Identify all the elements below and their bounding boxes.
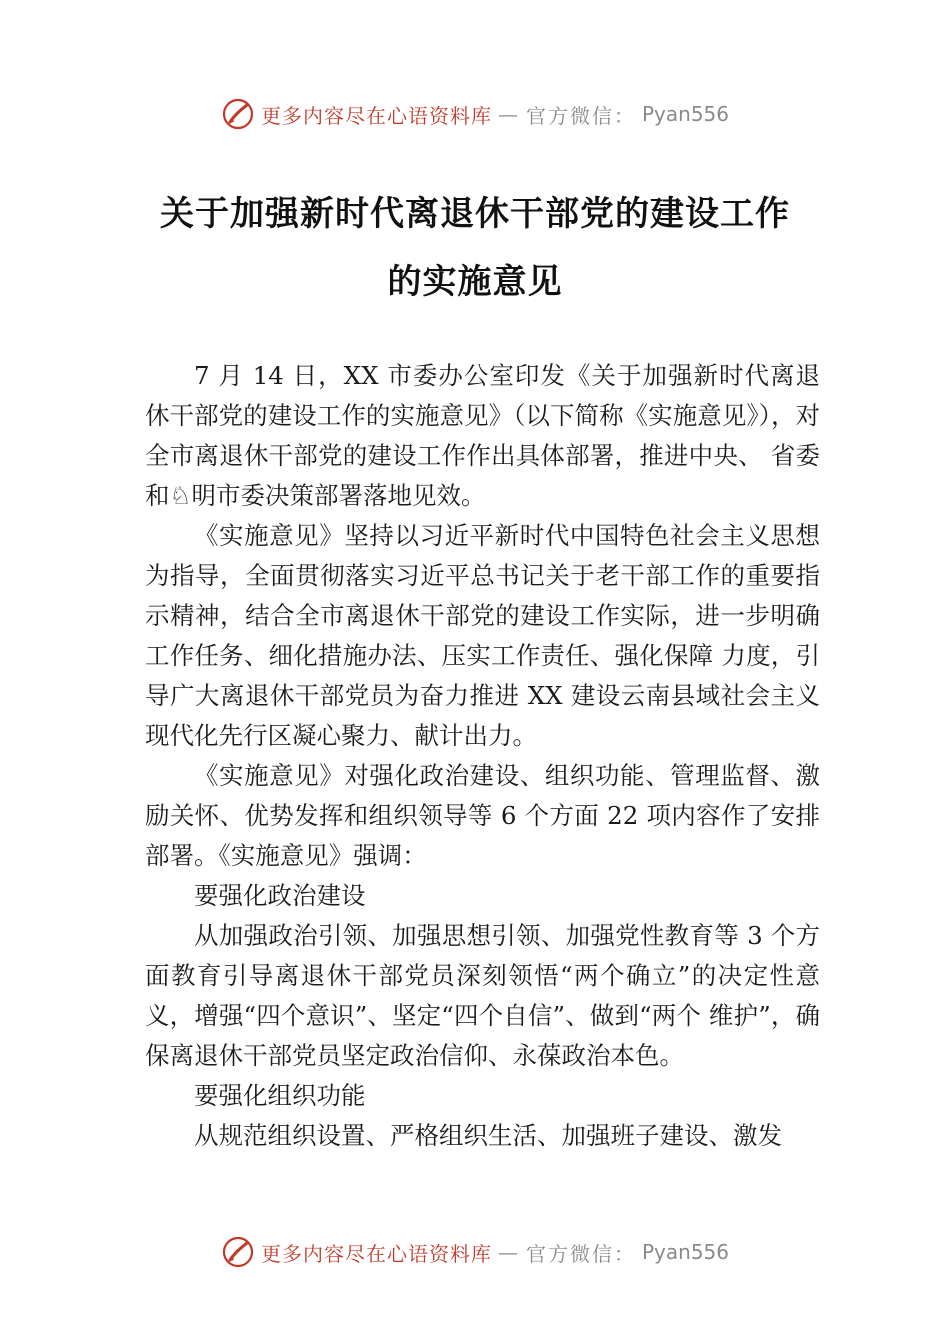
banner-main-text: 更多内容尽在心语资料库 (260, 1241, 492, 1266)
section-heading-organization: 要强化组织功能 (194, 1081, 366, 1110)
paragraph-organization: 从规范组织设置、严格组织生活、加强班子建设、激发 (194, 1121, 782, 1150)
paragraph-intro: 7 月 14 日，XX 市委办公室印发《关于加强新时代离退休干部党的建设工作的实施意见》（以下简称《实施意见》），对全市离退休干部党的建设工作作出具体部署，推进中央、 省委和♘明市委决策部署落地见效。 (145, 361, 820, 510)
paragraph-political: 从加强政治引领、加强思想引领、加强党性教育等 3 个方面教育引导离退休干部党员深刻领悟“两个确立”的决定性意义，增强“四个意识”、坚定“四个自信”、做到“两个 维护”，确保离退休干部党员坚定政治信仰、永葆政治本色。 (145, 921, 820, 1070)
banner-wechat-id: Pyan556 (641, 1240, 729, 1264)
brush-logo-icon (221, 97, 255, 131)
banner-dash: — (497, 102, 520, 126)
paragraph-guidance: 《实施意见》坚持以习近平新时代中国特色社会主义思想为指导，全面贯彻落实习近平总书记关于老干部工作的重要指示精神，结合全市离退休干部党的建设工作实际，进一步明确工作任务、细化措施办法、压实工作责任、强化保障 力度，引导广大离退休干部党员为奋力推进 XX 建设云南县域社会主义现代化先行区凝心聚力、献计出力。 (145, 521, 820, 750)
paragraph-overview: 《实施意见》对强化政治建设、组织功能、管理监督、激励关怀、优势发挥和组织领导等 6 个方面 22 项内容作了安排部署。《实施意见》强调： (145, 761, 820, 870)
banner-wechat-id: Pyan556 (641, 102, 729, 126)
header-watermark-banner (0, 94, 950, 134)
banner-main-text: 更多内容尽在心语资料库 (260, 103, 492, 128)
banner-sub-text: 官方微信： (525, 1241, 636, 1266)
brush-logo-icon (221, 1235, 255, 1269)
document-body (145, 356, 820, 1156)
section-heading-political: 要强化政治建设 (194, 881, 366, 910)
banner-dash: — (497, 1240, 520, 1264)
document-title-line-1: 关于加强新时代离退休干部党的建设工作 (160, 194, 790, 234)
footer-watermark-banner (0, 1232, 950, 1272)
document-title-line-2: 的实施意见 (387, 262, 563, 302)
banner-sub-text: 官方微信： (525, 103, 636, 128)
